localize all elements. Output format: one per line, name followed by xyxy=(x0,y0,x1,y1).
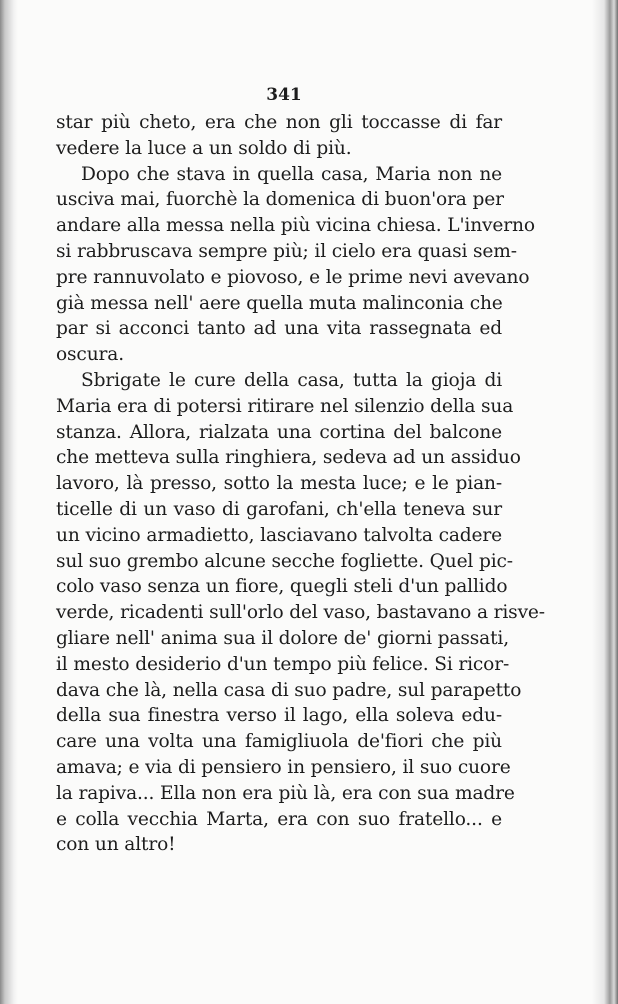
text-line: che metteva sulla ringhiera, sedeva ad un assiduo xyxy=(56,447,521,469)
text-line: la rapiva... Ella non era più là, era con sua madre xyxy=(56,782,515,804)
text-line: colo vaso senza un fiore, quegli steli d'un pallido xyxy=(56,576,508,598)
text-line: star più cheto, era che non gli toccasse di far xyxy=(56,112,502,133)
page-number: 341 xyxy=(266,85,302,105)
text-line: Dopo che stava in quella casa, Maria non ne xyxy=(81,163,502,185)
page-edge xyxy=(592,0,618,1004)
text-line: verde, ricadenti sull'orlo del vaso, bastavano a risve- xyxy=(56,602,545,624)
text-line: il mesto desiderio d'un tempo più felice. Si ricor- xyxy=(56,653,510,675)
text-line: un vicino armadietto, lasciavano talvolta cadere xyxy=(56,524,502,546)
paragraph xyxy=(56,162,535,368)
text-line: sul suo grembo alcune secche fogliette. Quel pic- xyxy=(56,550,513,572)
paragraph xyxy=(56,110,502,162)
text-line: dava che là, nella casa di suo padre, sul parapetto xyxy=(56,679,522,701)
text-line: care una volta una famigliuola de'fiori che più xyxy=(56,731,502,753)
paragraph xyxy=(56,368,545,858)
text-line: amava; e via di pensiero in pensiero, il suo cuore xyxy=(56,756,511,778)
text-line: lavoro, là presso, sotto la mesta luce; e le pian- xyxy=(56,473,502,495)
text-line: Maria era di potersi ritirare nel silenzio della sua xyxy=(56,395,514,417)
text-line: stanza. Allora, rialzata una cortina del balcone xyxy=(56,421,502,443)
text-line: andare alla messa nella più vicina chiesa. L'inverno xyxy=(56,215,535,237)
text-line: ticelle di un vaso di garofani, ch'ella teneva sur xyxy=(56,498,502,520)
book-page xyxy=(56,80,545,858)
text-line: vedere la luce a un soldo di più. xyxy=(56,137,352,159)
text-line: gliare nell' anima sua il dolore de' giorni passati, xyxy=(56,627,509,649)
text-line: con un altro! xyxy=(56,834,176,856)
text-line: pre rannuvolato e piovoso, e le prime nevi avevano xyxy=(56,266,530,288)
text-line: già messa nell' aere quella muta malinconia che xyxy=(56,292,503,314)
text-line: par si acconci tanto ad una vita rassegnata ed xyxy=(56,318,502,340)
text-line: oscura. xyxy=(56,344,124,366)
text-line: e colla vecchia Marta, era con suo fratello... e xyxy=(56,808,502,830)
text-line: della sua finestra verso il lago, ella soleva edu- xyxy=(56,705,502,727)
text-line: si rabbruscava sempre più; il cielo era quasi sem- xyxy=(56,240,517,262)
text-line: usciva mai, fuorchè la domenica di buon'ora per xyxy=(56,189,504,211)
text-line: Sbrigate le cure della casa, tutta la gioja di xyxy=(81,369,502,391)
page-gutter-shadow xyxy=(0,0,18,1004)
